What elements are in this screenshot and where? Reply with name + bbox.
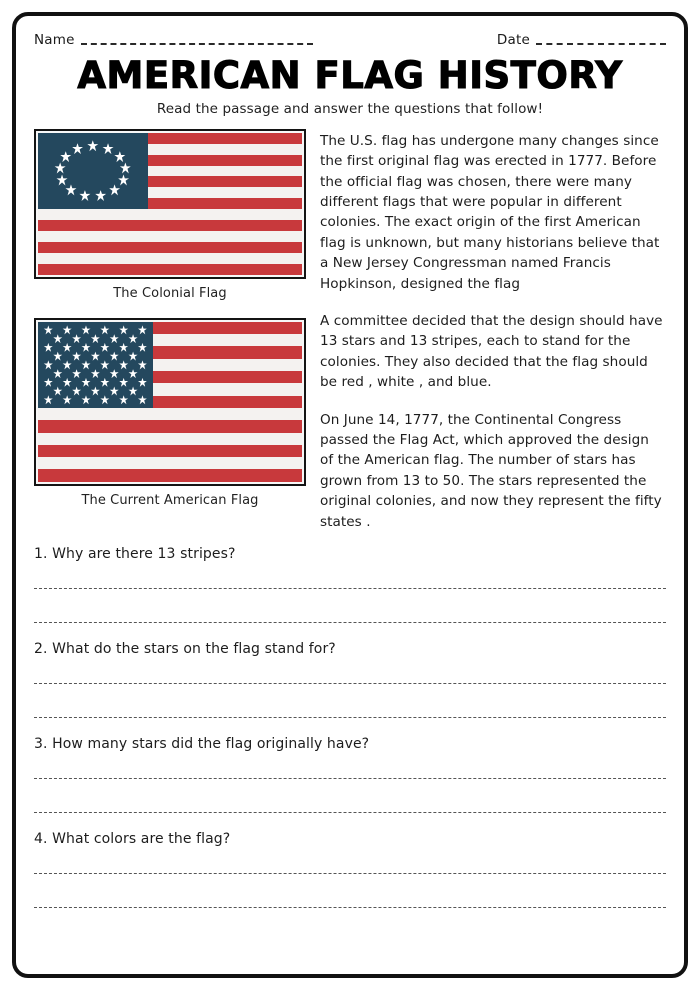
current-flag-caption: The Current American Flag [81,492,259,508]
flag-star [53,334,62,343]
colonial-flag-image [38,133,302,275]
flag-star [55,162,66,173]
current-flag-frame [34,318,306,486]
flag-stripe [38,209,302,220]
passage-paragraph: On June 14, 1777, the Continental Congress passed the Flag Act, which approved the design of the American flag. The number of stars has grown from 13 to 50. The stars represented the original colonies, and now they represent the fifty states . [320,411,662,530]
flag-star [44,325,53,334]
flag-illustrations [34,129,306,508]
questions-section [34,546,666,908]
flag-stripe [38,408,302,420]
flag-star [109,184,120,195]
flag-star [138,360,147,369]
colonial-flag-block [34,129,306,301]
flag-star [44,395,53,404]
name-date-row [34,26,666,48]
flag-star [120,162,131,173]
flag-star [119,343,128,352]
flag-star [53,352,62,361]
flag-star [100,395,109,404]
flag-star [72,387,81,396]
flag-star [138,395,147,404]
flag-star [72,143,83,154]
flag-star [53,387,62,396]
question-block [34,736,666,813]
answer-line[interactable] [34,778,666,779]
flag-star [81,378,90,387]
flag-star [63,360,72,369]
question-block [34,831,666,908]
current-flag-image [38,322,302,482]
flag-star [91,369,100,378]
passage-paragraph: A committee decided that the design should have 13 stars and 13 stripes, each to stand for the colonies. They also decided that the flag should be red , white , and blue. [320,312,663,391]
flag-stripe [38,220,302,231]
flag-star [81,360,90,369]
flag-star [119,325,128,334]
flag-star [91,352,100,361]
flag-star [79,190,90,201]
flag-star [103,143,114,154]
answer-line[interactable] [34,873,666,874]
page-title: AMERICAN FLAG HISTORY [77,54,623,97]
flag-star [110,334,119,343]
flag-star [60,151,71,162]
flag-star [53,369,62,378]
flag-star [119,395,128,404]
flag-star [110,352,119,361]
colonial-flag-canton [38,133,148,210]
answer-line[interactable] [34,588,666,589]
answer-line[interactable] [34,812,666,813]
answer-line[interactable] [34,907,666,908]
flag-star [81,343,90,352]
flag-star [87,140,98,151]
flag-stripe [38,231,302,242]
colonial-flag-frame [34,129,306,279]
flag-stripe [38,242,302,253]
flag-stripe [38,420,302,432]
flag-star [81,395,90,404]
flag-star [44,343,53,352]
flag-star [57,174,68,185]
answer-line[interactable] [34,622,666,623]
flag-star [129,369,138,378]
flag-star [118,174,129,185]
flag-star [91,334,100,343]
flag-star [114,151,125,162]
content-row [34,129,666,532]
page-subtitle: Read the passage and answer the questions that follow! [156,100,544,117]
flag-stripe [38,457,302,469]
question-block [34,641,666,718]
flag-star [95,190,106,201]
flag-star [138,343,147,352]
flag-star [119,360,128,369]
flag-star [129,387,138,396]
question-text: 3. How many stars did the flag originally have? [34,736,370,753]
flag-star [100,343,109,352]
flag-star [100,378,109,387]
flag-star [81,325,90,334]
flag-star [63,395,72,404]
flag-star [100,325,109,334]
answer-line[interactable] [34,717,666,718]
colonial-flag-caption: The Colonial Flag [113,285,227,301]
current-flag-block [34,318,306,508]
flag-star [91,387,100,396]
flag-star [44,378,53,387]
flag-star [63,378,72,387]
flag-stripe [38,469,302,481]
flag-star [63,325,72,334]
flag-star [119,378,128,387]
flag-star [72,334,81,343]
flag-star [65,184,76,195]
date-label: Date [496,31,530,48]
current-flag-canton [38,322,153,408]
passage [320,129,666,532]
flag-stripe [38,264,302,275]
flag-star [72,369,81,378]
name-label: Name [34,31,75,48]
flag-stripe [38,253,302,264]
date-write-in-line[interactable] [536,42,666,45]
name-field[interactable] [34,31,313,49]
question-text: 1. Why are there 13 stripes? [34,546,236,563]
flag-star [63,343,72,352]
name-write-in-line[interactable] [81,42,313,45]
flag-star [100,360,109,369]
flag-stripe [38,433,302,445]
question-text: 4. What colors are the flag? [34,831,231,848]
question-text: 2. What do the stars on the flag stand for? [34,641,336,658]
flag-stripe [38,445,302,457]
answer-line[interactable] [34,683,666,684]
passage-paragraph: The U.S. flag has undergone many changes since the first original flag was erected in 1777. Before the official flag was chosen, there were many different flags that were popular in different colonies. The exact origin of the first American flag is unknown, but many historians believe that a New Jersey Congressman named Francis Hopkinson, designed the flag [320,132,660,292]
flag-star [138,378,147,387]
flag-star [110,369,119,378]
flag-star [129,352,138,361]
flag-star [72,352,81,361]
flag-star [138,325,147,334]
date-field[interactable] [496,31,666,49]
flag-star [44,360,53,369]
flag-star [110,387,119,396]
flag-star [129,334,138,343]
question-block [34,546,666,623]
